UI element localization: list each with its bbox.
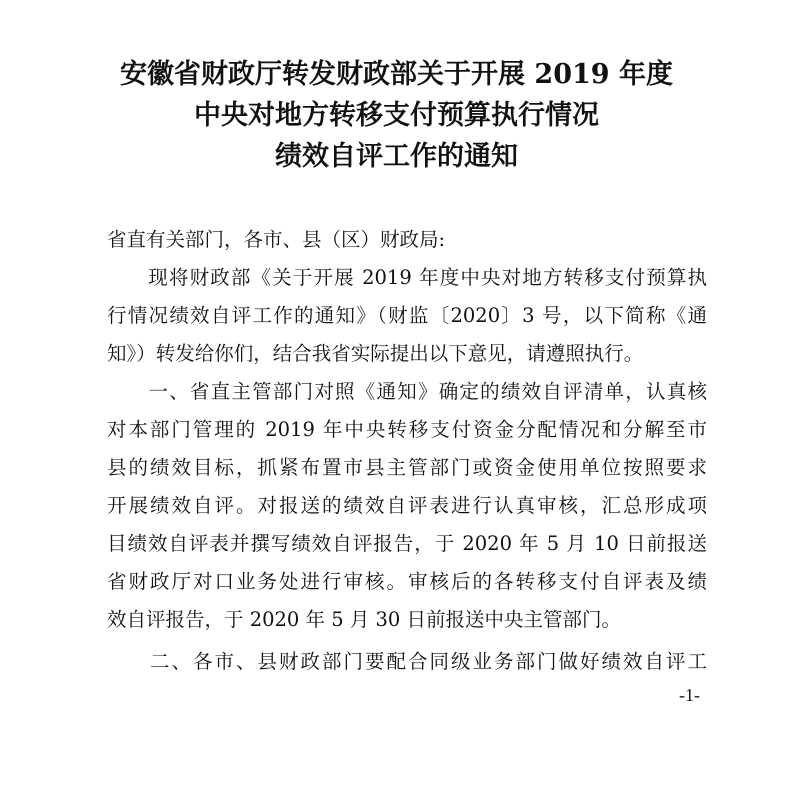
document-title-line-3: 绩效自评工作的通知 (275, 141, 518, 172)
body-line-7: 开展绩效自评。对报送的绩效自评表进行认真审核，汇总形成项 (107, 494, 707, 517)
body-line-10: 效自评报告，于 2020 年 5 月 30 日前报送中央主管部门。 (107, 608, 622, 631)
body-line-9: 省财政厅对口业务处进行审核。审核后的各转移支付自评表及绩 (107, 570, 707, 593)
salutation: 省直有关部门，各市、县（区）财政局: (107, 228, 446, 251)
document-title-line-1: 安徽省财政厅转发财政部关于开展 2019 年度 (120, 59, 673, 90)
page-number: -1- (679, 685, 700, 705)
body-line-6: 县的绩效目标，抓紧布置市县主管部门或资金使用单位按照要求 (107, 456, 707, 479)
body-line-11: 二、各市、县财政部门要配合同级业务部门做好绩效自评工 (107, 650, 707, 673)
document-title-line-2: 中央对地方转移支付预算执行情况 (194, 100, 599, 131)
body-line-2: 行情况绩效自评工作的通知》（财监〔2020〕3 号，以下简称《通 (107, 304, 707, 327)
body-line-4: 一、省直主管部门对照《通知》确定的绩效自评清单，认真核 (107, 380, 707, 403)
body-line-1: 现将财政部《关于开展 2019 年度中央对地方转移支付预算执 (107, 266, 707, 289)
body-line-5: 对本部门管理的 2019 年中央转移支付资金分配情况和分解至市 (107, 418, 707, 441)
body-line-8: 目绩效自评表并撰写绩效自评报告，于 2020 年 5 月 10 日前报送 (107, 532, 707, 555)
body-line-3: 知》）转发给你们，结合我省实际提出以下意见，请遵照执行。 (107, 342, 644, 365)
